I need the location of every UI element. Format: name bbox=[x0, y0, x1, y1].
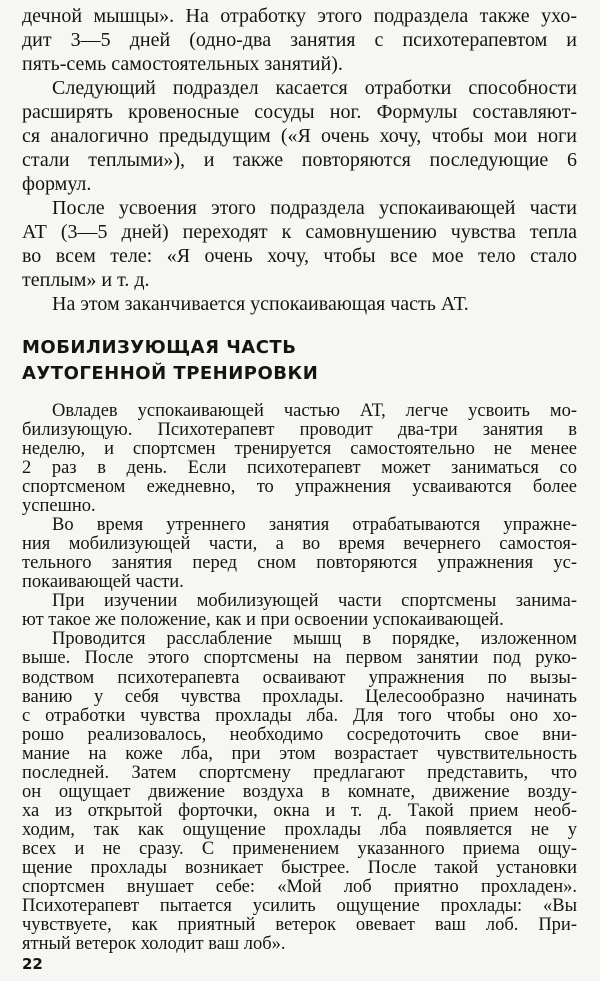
text-line: выше. После этого спортсмены на первом занятии под руко- bbox=[22, 648, 577, 668]
text-line: с отработки чувства прохлады лба. Для того чтобы оно хо- bbox=[22, 706, 577, 726]
text-line: успешно. bbox=[22, 496, 96, 516]
text-line: Проводится расслабление мышц в порядке, изложенном bbox=[52, 629, 577, 649]
text-line: ния мобилизующей части, а во время вечернего самостоя- bbox=[22, 534, 577, 554]
section-heading-line-1: МОБИЛИЗУЮЩАЯ ЧАСТЬ bbox=[22, 337, 297, 358]
text-line: последней. Затем спортсмену предлагают представить, что bbox=[22, 763, 577, 783]
text-line: ся аналогично предыдущим («Я очень хочу, чтобы мои ноги bbox=[22, 125, 577, 147]
text-line: мание на коже лба, при этом возрастает чувствительность bbox=[22, 744, 577, 764]
text-line: теплым» и т. д. bbox=[22, 269, 150, 291]
text-line: щение прохлады возникает быстрее. После такой установки bbox=[22, 858, 577, 878]
text-line: во всем теле: «Я очень хочу, чтобы все мое тело стало bbox=[22, 245, 577, 267]
text-line: водством психотерапевта осваивают упражнения по вызы- bbox=[22, 668, 577, 688]
text-line: Овладев успокаивающей частью АТ, легче усвоить мо- bbox=[52, 401, 577, 421]
text-line: После усвоения этого подраздела успокаивающей части bbox=[52, 197, 577, 219]
text-line: он ощущает движение воздуха в комнате, движение возду- bbox=[22, 782, 577, 802]
text-line: При изучении мобилизующей части спортсмены занима- bbox=[52, 591, 577, 611]
text-line: спортсменом ежедневно, то упражнения усваиваются более bbox=[22, 477, 577, 497]
text-line: ха из открытой форточки, окна и т. д. Такой прием необ- bbox=[22, 801, 577, 821]
text-line: формул. bbox=[22, 173, 92, 195]
text-line: ходим, так как ощущение прохлады лба появляется не у bbox=[22, 820, 577, 840]
text-line: билизующую. Психотерапевт проводит два-три занятия в bbox=[22, 420, 577, 440]
text-line: дит 3—5 дней (одно-два занятия с психотерапевтом и bbox=[22, 29, 577, 51]
section-heading-line-2: АУТОГЕННОЙ ТРЕНИРОВКИ bbox=[22, 363, 319, 384]
text-line: ванию у себя чувства прохлады. Целесообразно начинать bbox=[22, 687, 577, 707]
text-line: рошо реализовалось, необходимо сосредоточить свое вни- bbox=[22, 725, 577, 745]
text-line: Следующий подраздел касается отработки способности bbox=[52, 77, 577, 99]
text-line: всех и не сразу. С применением указанного приема ощу- bbox=[22, 839, 577, 859]
text-line: ют такое же положение, как и при освоении успокаивающей. bbox=[22, 610, 504, 630]
text-line: ятный ветерок холодит ваш лоб». bbox=[22, 934, 286, 954]
text-line: расширять кровеносные сосуды ног. Формулы составляют- bbox=[22, 101, 577, 123]
text-line: На этом заканчивается успокаивающая часть АТ. bbox=[52, 293, 469, 315]
text-line: Во время утреннего занятия отрабатываются упражне- bbox=[52, 515, 577, 535]
text-line: Психотерапевт пытается усилить ощущение прохлады: «Вы bbox=[22, 896, 577, 916]
text-line: тельного занятия перед сном повторяются упражнения ус- bbox=[22, 553, 577, 573]
text-line: неделю, и спортсмен тренируется самостоятельно не менее bbox=[22, 439, 577, 459]
page-number: 22 bbox=[22, 955, 43, 973]
text-line: пять-семь самостоятельных занятий). bbox=[22, 53, 343, 75]
text-line: покаивающей части. bbox=[22, 572, 184, 592]
text-line: дечной мышцы». На отработку этого подраздела также ухо- bbox=[22, 5, 577, 27]
text-line: АТ (3—5 дней) переходят к самовнушению чувства тепла bbox=[22, 221, 577, 243]
text-line: спортсмен внушает себе: «Мой лоб приятно прохладен». bbox=[22, 877, 577, 897]
text-line: 2 раз в день. Если психотерапевт может заниматься со bbox=[22, 458, 577, 478]
text-line: стали теплыми»), и также повторяются последующие 6 bbox=[22, 149, 577, 171]
text-line: чувствуете, как приятный ветерок овевает ваш лоб. При- bbox=[22, 915, 577, 935]
